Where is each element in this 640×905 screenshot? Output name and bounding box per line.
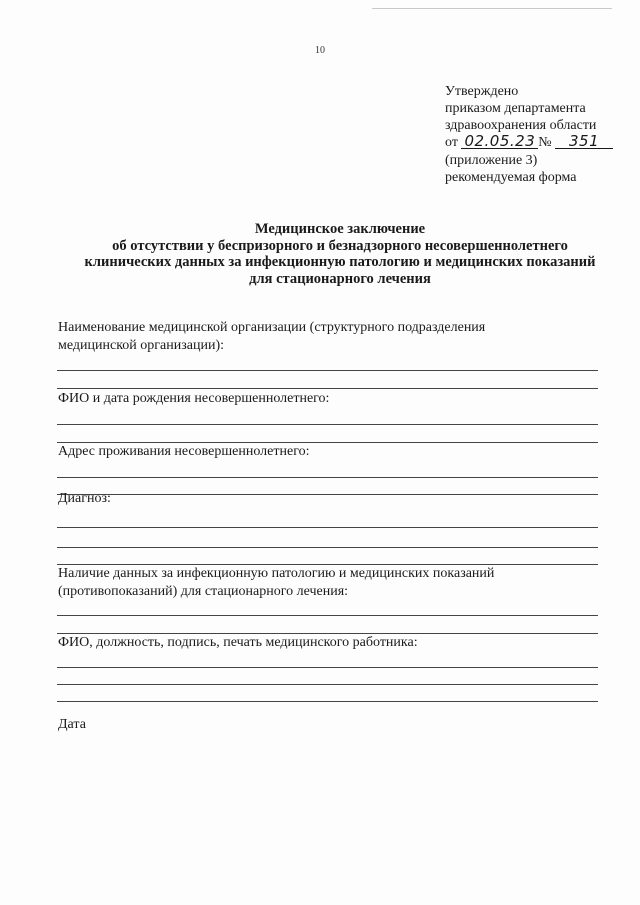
handwritten-number: 351	[555, 134, 613, 149]
approval-line-1: Утверждено	[445, 84, 519, 99]
worker-fill-line-3[interactable]	[57, 701, 598, 702]
title-line-1: Медицинское заключение	[254, 221, 426, 237]
approval-line-3: здравоохранения области	[445, 118, 597, 133]
address-fill-line-2[interactable]	[57, 494, 598, 495]
approval-from-prefix: от	[445, 135, 458, 150]
address-label: Адрес проживания несовершеннолетнего:	[58, 444, 310, 459]
title-line-4: для стационарного лечения	[249, 270, 431, 287]
infection-label-line-2: (противопоказаний) для стационарного лечения:	[58, 584, 349, 599]
number-sign: №	[538, 135, 552, 150]
approval-appendix: (приложение 3)	[445, 153, 538, 168]
diagnosis-fill-line-2[interactable]	[57, 547, 598, 548]
page-number: 10	[315, 45, 325, 56]
fio-birth-label: ФИО и дата рождения несовершеннолетнего:	[58, 391, 330, 406]
scan-edge-line	[372, 8, 612, 9]
title-line-2: об отсутствии у беспризорного и безнадзорного несовершеннолетнего	[112, 237, 568, 254]
infection-label-line-1: Наличие данных за инфекционную патологию и медицинских показаний	[58, 566, 495, 581]
document-title	[40, 221, 640, 287]
title-line-3: клинических данных за инфекционную патологию и медицинских показаний	[84, 254, 596, 270]
organization-label-line-2: медицинской организации):	[58, 338, 224, 353]
diagnosis-label: Диагноз:	[58, 491, 111, 506]
date-label: Дата	[58, 717, 86, 732]
diagnosis-fill-line-1[interactable]	[57, 527, 598, 528]
approval-line-2: приказом департамента	[445, 101, 586, 116]
approval-recommended: рекомендуемая форма	[445, 170, 577, 185]
handwritten-date: 02.05.23	[461, 134, 538, 149]
worker-label: ФИО, должность, подпись, печать медицинского работника:	[58, 635, 418, 650]
worker-fill-line-1[interactable]	[57, 667, 598, 668]
organization-fill-line-1[interactable]	[57, 370, 598, 371]
infection-fill-line-1[interactable]	[57, 615, 598, 616]
approval-date-number-line	[445, 134, 613, 151]
address-fill-line-1[interactable]	[57, 477, 598, 478]
fio-birth-fill-line-1[interactable]	[57, 424, 598, 425]
approval-block	[445, 83, 613, 186]
organization-fill-line-2[interactable]	[57, 388, 598, 389]
organization-label-line-1: Наименование медицинской организации (структурного подразделения	[58, 320, 486, 335]
worker-fill-line-2[interactable]	[57, 684, 598, 685]
